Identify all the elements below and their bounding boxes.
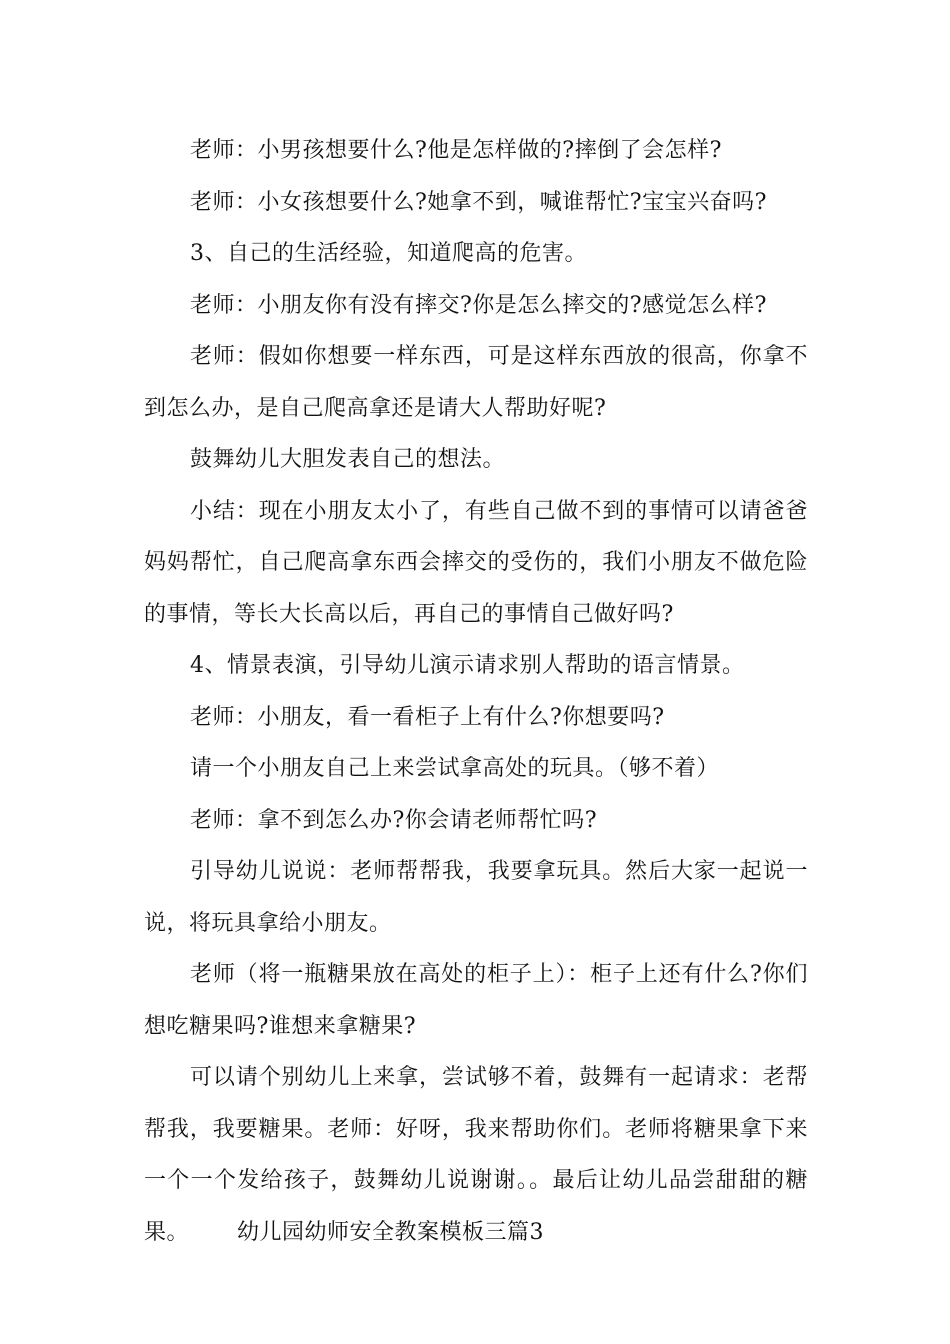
paragraph: 请一个小朋友自己上来尝试拿高处的玩具。（够不着） [190,756,720,781]
document-body [144,125,808,1258]
paragraph: 小结：现在小朋友太小了，有些自己做不到的事情可以请爸爸妈妈帮忙，自己爬高拿东西会摔交的受伤的，我们小朋友不做危险的事情，等长大长高以后，再自己的事情自己做好吗? [144,498,808,627]
paragraph: 老师：拿不到怎么办?你会请老师帮忙吗? [190,807,598,833]
paragraph: 鼓舞幼儿大胆发表自己的想法。 [190,447,506,472]
paragraph: 老师：假如你想要一样东西，可是这样东西放的很高，你拿不到怎么办，是自己爬高拿还是请大人帮助好呢? [144,344,808,421]
paragraph: 老师（将一瓶糖果放在高处的柜子上）：柜子上还有什么?你们想吃糖果吗?谁想来拿糖果? [144,962,808,1039]
paragraph-text: 可以请个别幼儿上来拿，尝试够不着，鼓舞有一起请求：老帮帮我，我要糖果。老师：好呀，我来帮助你们。老师将糖果拿下来一个一个发给孩子，鼓舞幼儿说谢谢。。最后让幼儿品尝甜甜的糖果。 [144,1065,808,1245]
paragraph: 老师：小女孩想要什么?她拿不到，喊谁帮忙?宝宝兴奋吗? [190,189,767,215]
paragraph: 4、情景表演，引导幼儿演示请求别人帮助的语言情景。 [190,653,745,678]
final-paragraph [144,1052,808,1258]
paragraph: 老师：小朋友你有没有摔交?你是怎么摔交的?感觉怎么样? [190,292,767,318]
paragraph: 老师：小朋友，看一看柜子上有什么?你想要吗? [190,704,665,730]
paragraph: 老师：小男孩想要什么?他是怎样做的?摔倒了会怎样? [190,138,722,163]
paragraph: 3、自己的生活经验，知道爬高的危害。 [190,241,587,266]
paragraph: 引导幼儿说说：老师帮帮我，我要拿玩具。然后大家一起说一说，将玩具拿给小朋友。 [144,859,808,936]
section-heading: 幼儿园幼师安全教案模板三篇3 [237,1219,545,1245]
